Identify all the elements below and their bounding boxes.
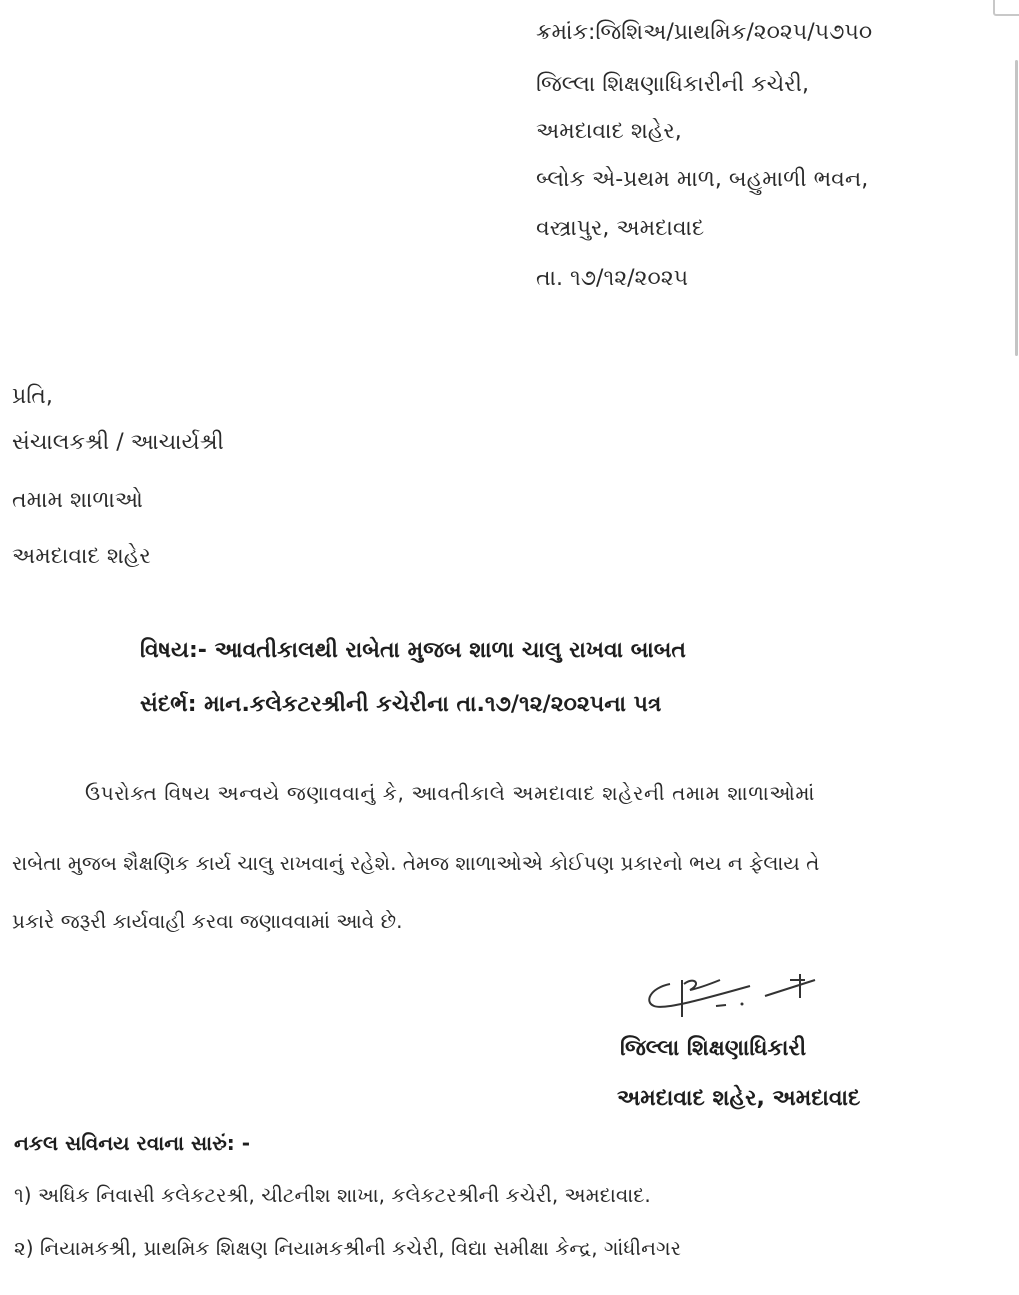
signatory-title: જિલ્લા શિક્ષણાધિકારી — [620, 1036, 807, 1061]
signature-icon — [640, 972, 840, 1042]
edge-frame-artifact — [993, 0, 1019, 16]
recipient-group: તમામ શાળાઓ — [12, 488, 143, 513]
office-city: અમદાવાદ શહેર, — [536, 119, 682, 144]
copy-to-item: ૧) અધિક નિવાસી કલેકટરશ્રી, ચીટનીશ શાખા, કલેકટરશ્રીની કચેરી, અમદાવાદ. — [14, 1183, 651, 1207]
signatory-location: અમદાવાદ શહેર, અમદાવાદ — [617, 1086, 861, 1111]
recipient-city: અમદાવાદ શહેર — [12, 544, 151, 569]
body-line-1: ઉપરોક્ત વિષય અન્વયે જણાવવાનું કે, આવતીકાલે અમદાવાદ શહેરની તમામ શાળાઓમાં — [85, 781, 816, 805]
body-line-2: રાબેતા મુજબ શૈક્ષણિક કાર્ય ચાલુ રાખવાનું રહેશે. તેમજ શાળાઓએ કોઈપણ પ્રકારનો ભય ન ફેલાય તે — [12, 851, 820, 875]
copy-to-heading: નકલ સવિનય રવાના સારું: - — [14, 1131, 251, 1155]
salutation: પ્રતિ, — [12, 384, 53, 409]
scrollbar[interactable] — [1015, 60, 1018, 356]
recipient-designation: સંચાલકશ્રી / આચાર્યશ્રી — [12, 430, 224, 455]
reference-number: ક્રમાંક:જિશિઅ/પ્રાથમિક/૨૦૨૫/૫૭૫૦ — [536, 20, 873, 45]
reference-line: સંદર્ભ: માન.કલેકટરશ્રીની કચેરીના તા.૧૭/૧૨/૨૦૨૫ના પત્ર — [140, 692, 662, 717]
body-line-3: પ્રકારે જરૂરી કાર્યવાહી કરવા જણાવવામાં આવે છે. — [12, 909, 403, 933]
copy-to-item: ૨) નિયામકશ્રી, પ્રાથમિક શિક્ષણ નિયામકશ્રીની કચેરી, વિદ્યા સમીક્ષા કેન્દ્ર, ગાંધીનગર — [14, 1236, 681, 1260]
office-locality: વસ્ત્રાપુર, અમદાવાદ — [536, 216, 705, 241]
letter-date: તા. ૧૭/૧૨/૨૦૨૫ — [536, 266, 689, 291]
office-address: બ્લોક એ-પ્રથમ માળ, બહુમાળી ભવન, — [536, 167, 869, 192]
office-name: જિલ્લા શિક્ષણાધિકારીની કચેરી, — [536, 72, 809, 97]
subject-line: વિષય:- આવતીકાલથી રાબેતા મુજબ શાળા ચાલુ રાખવા બાબત — [140, 638, 687, 663]
